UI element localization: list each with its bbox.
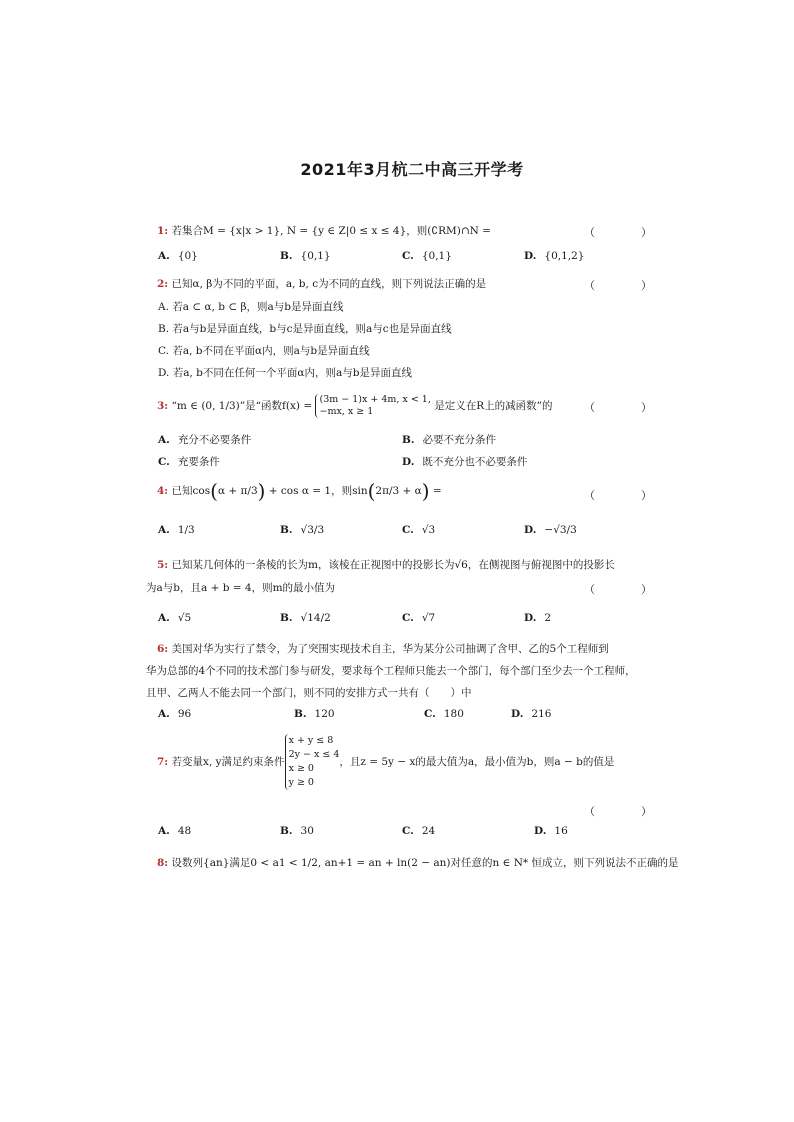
option-label: A. — [158, 250, 170, 262]
constraint-1: x + y ≤ 8 — [288, 735, 334, 746]
option-text: 16 — [554, 825, 568, 837]
option-text: √14/2 — [300, 612, 331, 624]
q3-interval: (0, 1/3) — [201, 400, 240, 412]
choice-a: A. 若a ⊂ α, b ⊂ β，则a与b是异面直线 — [158, 301, 344, 313]
option-a — [158, 612, 191, 624]
option-d — [534, 825, 568, 837]
q7-post: ，且z = 5y − x的最大值为a，最小值为b，则a − b的值是 — [339, 756, 615, 768]
constraint-4: y ≥ 0 — [288, 777, 314, 788]
option-d — [402, 454, 527, 469]
option-text: 24 — [421, 825, 436, 837]
option-text: √7 — [421, 612, 436, 624]
option-text: 120 — [314, 708, 335, 720]
option-label: A. — [158, 434, 170, 446]
piece-2: −mx, x ≥ 1 — [319, 406, 374, 417]
question-7 — [157, 734, 614, 790]
option-text: 既不充分也不必要条件 — [422, 456, 528, 468]
option-label: D. — [402, 456, 415, 468]
question-6-line2: 华为总部的4个不同的技术部门参与研发，要求每个工程师只能去一个部门，每个部门至少去一个工程师， — [146, 665, 636, 677]
option-text: 充分不必要条件 — [177, 434, 252, 446]
option-b — [294, 708, 335, 720]
q3-pre: “m ∈ — [171, 400, 202, 412]
option-label: C. — [402, 612, 414, 624]
answer-blank: （ ） — [584, 489, 660, 502]
constraint-2: 2y − x ≤ 4 — [288, 749, 340, 760]
constraint-system — [285, 734, 340, 790]
option-b — [280, 524, 324, 536]
option-a — [158, 524, 195, 536]
option-a — [158, 708, 191, 720]
option-label: D. — [511, 708, 524, 720]
answer-blank: （ ） — [584, 279, 660, 292]
option-c — [158, 454, 220, 469]
option-c — [402, 612, 435, 624]
option-a — [158, 825, 191, 837]
option-label: B. — [294, 708, 307, 720]
question-3 — [157, 394, 553, 418]
option-label: C. — [158, 456, 170, 468]
question-number: 1: — [157, 225, 169, 237]
option-text: 2 — [544, 612, 552, 624]
option-label: C. — [402, 250, 414, 262]
option-b — [280, 250, 331, 262]
option-text: 充要条件 — [177, 456, 220, 468]
option-text: {0,1} — [300, 250, 331, 262]
question-2 — [157, 277, 486, 291]
option-label: A. — [158, 524, 170, 536]
option-text: 216 — [531, 708, 552, 720]
option-text: √3/3 — [300, 524, 325, 536]
option-label: A. — [158, 825, 170, 837]
q4-stem-pre: 已知cos — [171, 485, 211, 497]
question-stem: 已知α, β为不同的平面，a, b, c为不同的直线，则下列说法正确的是 — [171, 278, 487, 290]
option-a — [158, 432, 251, 447]
option-text: 1/3 — [177, 524, 195, 536]
option-label: B. — [280, 250, 293, 262]
piece-1: (3m − 1)x + 4m, x < 1, — [319, 394, 431, 405]
option-b — [280, 825, 314, 837]
question-1 — [157, 224, 491, 238]
option-label: D. — [524, 612, 537, 624]
option-c — [402, 825, 435, 837]
option-text: 96 — [177, 708, 192, 720]
option-label: C. — [402, 524, 414, 536]
q7-options — [158, 825, 638, 843]
option-text: {0,1,2} — [544, 250, 585, 262]
question-number: 5: — [157, 559, 169, 571]
question-6-line3: 且甲、乙两人不能去同一个部门，则不同的安排方式一共有（ ）中 — [146, 687, 472, 699]
option-text: 30 — [300, 825, 314, 837]
q4-stem-mid: + cos α = 1，则sin — [265, 485, 368, 497]
option-label: D. — [524, 250, 537, 262]
q4-arg-b: 2π/3 + α — [375, 485, 422, 497]
q6-options — [158, 708, 638, 726]
question-stem: 若集合M = {x|x > 1}, N = {y ∈ Z|0 ≤ x ≤ 4}，则(∁RM)∩N = — [171, 225, 491, 237]
option-text: 48 — [177, 825, 192, 837]
option-label: B. — [280, 524, 293, 536]
question-number: 7: — [157, 756, 169, 768]
option-label: B. — [280, 825, 293, 837]
option-d — [524, 612, 551, 624]
option-b — [280, 612, 331, 624]
answer-blank: （ ） — [584, 226, 660, 239]
q7-pre: 若变量x, y满足约束条件 — [171, 756, 285, 768]
q4-arg-a: α + π/3 — [217, 485, 258, 497]
option-text: {0,1} — [421, 250, 452, 262]
question-5-line2: 为a与b，且a + b = 4，则m的最小值为 — [146, 582, 336, 594]
q3-options-row2 — [158, 454, 638, 472]
choice-b: B. 若a与b是异面直线，b与c是异面直线，则a与c也是异面直线 — [158, 323, 452, 335]
q8-frac: 1/2 — [300, 857, 318, 869]
q3-post: 是定义在R上的减函数”的 — [434, 400, 553, 412]
option-text: −√3/3 — [544, 524, 577, 536]
question-number: 2: — [157, 278, 169, 290]
option-label: A. — [158, 612, 170, 624]
constraint-3: x ≥ 0 — [288, 763, 314, 774]
option-text: 180 — [443, 708, 464, 720]
option-label: A. — [158, 708, 170, 720]
question-4: 4: 已知cos(α + π/3) + cos α = 1，则sin(2π/3 + α) = — [157, 479, 442, 503]
q1-options — [158, 250, 638, 268]
option-text: 必要不充分条件 — [422, 434, 497, 446]
question-number: 6: — [157, 643, 169, 655]
option-c — [424, 708, 464, 720]
choice-d: D. 若a, b不同在任何一个平面α内，则a与b是异面直线 — [158, 367, 412, 379]
option-text: √3 — [421, 524, 436, 536]
q5-options — [158, 612, 638, 630]
q4-stem-post: = — [429, 485, 442, 497]
option-d — [524, 524, 577, 536]
option-label: C. — [402, 825, 414, 837]
q3-mid: ”是“函数f(x) = — [239, 400, 316, 412]
answer-blank: （ ） — [584, 583, 660, 596]
answer-blank: （ ） — [584, 401, 660, 414]
question-stem-line1: 已知某几何体的一条棱的长为m，该棱在正视图中的投影长为√6，在侧视图与俯视图中的投影长 — [171, 559, 615, 571]
question-stem-line1: 美国对华为实行了禁令，为了突围实现技术自主，华为某分公司抽调了含甲、乙的5个工程师到 — [171, 643, 609, 655]
option-text: {0} — [177, 250, 198, 262]
option-label: D. — [524, 524, 537, 536]
option-label: D. — [534, 825, 547, 837]
piecewise-function — [315, 394, 430, 418]
q8-pre: 设数列{an}满足0 < a1 < — [171, 857, 301, 869]
option-b — [402, 432, 496, 447]
question-6 — [157, 642, 609, 656]
question-number: 4: — [157, 485, 169, 497]
question-number: 3: — [157, 400, 169, 412]
option-c — [402, 524, 435, 536]
option-label: B. — [280, 612, 293, 624]
question-number: 8: — [157, 857, 169, 869]
q8-post: , an+1 = an + ln(2 − an)对任意的n ∈ N* 恒成立，则下列说法不正确的是 — [317, 857, 679, 869]
answer-blank: （ ） — [584, 805, 660, 818]
question-5 — [157, 558, 615, 572]
q3-options-row1 — [158, 432, 638, 450]
option-text: √5 — [177, 612, 192, 624]
page-title: 2021年3月杭二中高三开学考 — [300, 160, 524, 179]
option-d — [511, 708, 551, 720]
option-d — [524, 250, 584, 262]
option-label: B. — [402, 434, 415, 446]
choice-c: C. 若a, b不同在平面α内，则a与b是异面直线 — [158, 345, 370, 357]
option-a — [158, 250, 198, 262]
question-8 — [157, 856, 679, 870]
option-c — [402, 250, 452, 262]
option-label: C. — [424, 708, 436, 720]
q4-options — [158, 524, 638, 542]
